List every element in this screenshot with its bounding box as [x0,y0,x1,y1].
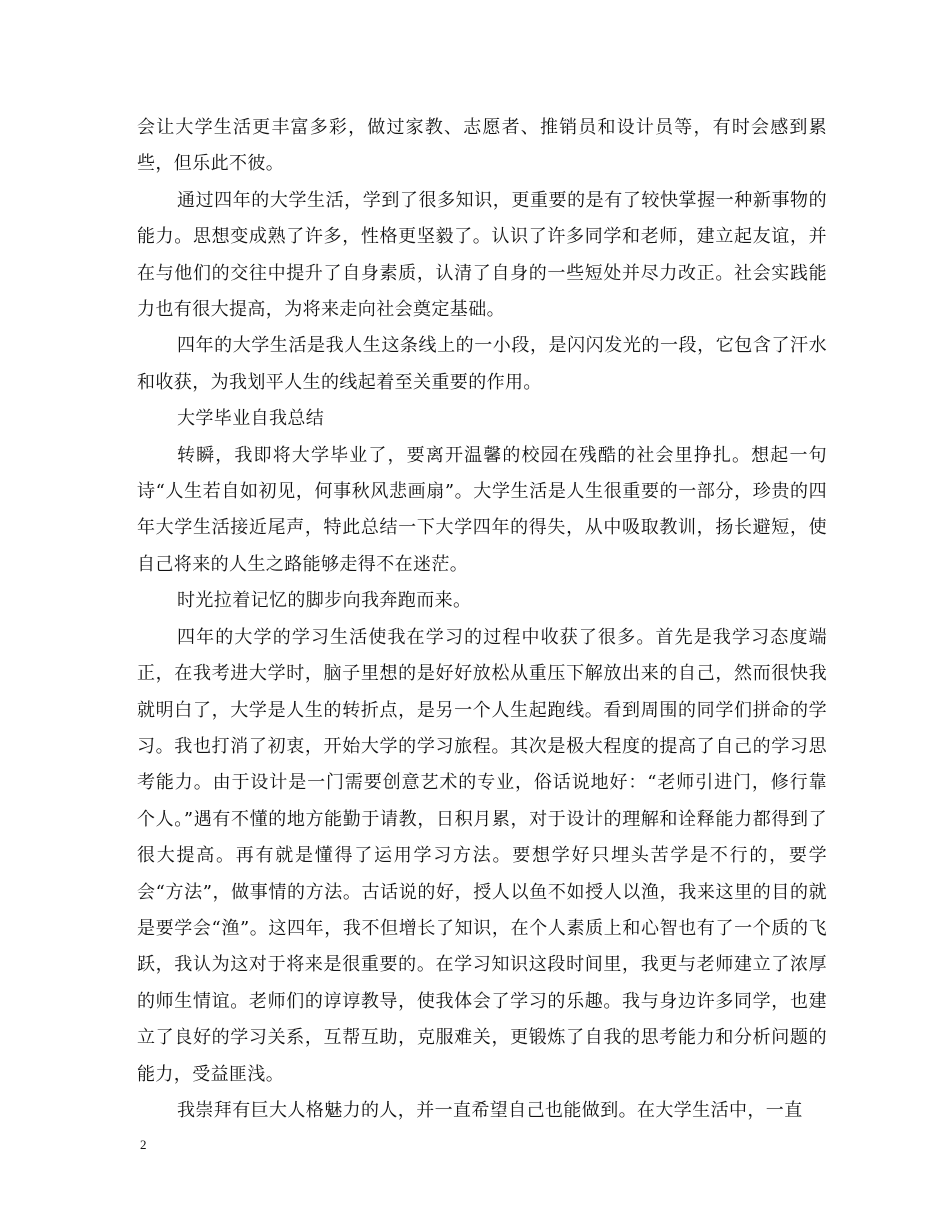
page-number: 2 [140,1137,147,1152]
paragraph: 会让大学生活更丰富多彩，做过家教、志愿者、推销员和设计员等，有时会感到累些，但乐此不彼。 [137,117,827,175]
paragraph: 四年的大学生活是我人生这条线上的一小段，是闪闪发光的一段，它包含了汗水和收获，为我划平人生的线起着至关重要的作用。 [137,335,827,393]
paragraph: 四年的大学的学习生活使我在学习的过程中收获了很多。首先是我学习态度端正，在我考进大学时，脑子里想的是好好放松从重压下解放出来的自己，然而很快我就明白了，大学是人生的转折点，是另一个人生起跑线。看到周围的同学们拼命的学习。我也打消了初衷，开始大学的学习旅程。其次是极大程度的提高了自己的学习思考能力。由于设计是一门需要创意艺术的专业，俗话说地好：“老师引进门，修行靠个人。”遇有不懂的地方能勤于请教，日积月累，对于设计的理解和诠释能力都得到了很大提高。再有就是懂得了运用学习方法。要想学好只埋头苦学是不行的，要学会“方法”，做事情的方法。古话说的好，授人以鱼不如授人以渔，我来这里的目的就是要学会“渔”。这四年，我不但增长了知识，在个人素质上和心智也有了一个质的飞跃，我认为这对于将来是很重要的。在学习知识这段时间里，我更与老师建立了浓厚的师生情谊。老师们的谆谆教导，使我体会了学习的乐趣。我与身边许多同学，也建立了良好的学习关系，互帮互助，克服难关，更锻炼了自我的思考能力和分析问题的能力，受益匪浅。 [137,626,827,1085]
section-heading: 大学毕业自我总结 [177,408,325,430]
paragraph: 我崇拜有巨大人格魅力的人，并一直希望自己也能做到。在大学生活中，一直 [177,1099,803,1121]
paragraph: 时光拉着记忆的脚步向我奔跑而来。 [177,590,472,612]
paragraph: 通过四年的大学生活，学到了很多知识，更重要的是有了较快掌握一种新事物的能力。思想变成熟了许多，性格更坚毅了。认识了许多同学和老师，建立起友谊，并在与他们的交往中提升了自身素质，认清了自身的一些短处并尽力改正。社会实践能力也有很大提高，为将来走向社会奠定基础。 [137,189,827,321]
document-body [137,110,827,1129]
paragraph: 转瞬，我即将大学毕业了，要离开温馨的校园在残酷的社会里挣扎。想起一句诗“人生若自如初见，何事秋风悲画扇”。大学生活是人生很重要的一部分，珍贵的四年大学生活接近尾声，特此总结一下大学四年的得失，从中吸取教训，扬长避短，使自己将来的人生之路能够走得不在迷茫。 [137,444,827,575]
